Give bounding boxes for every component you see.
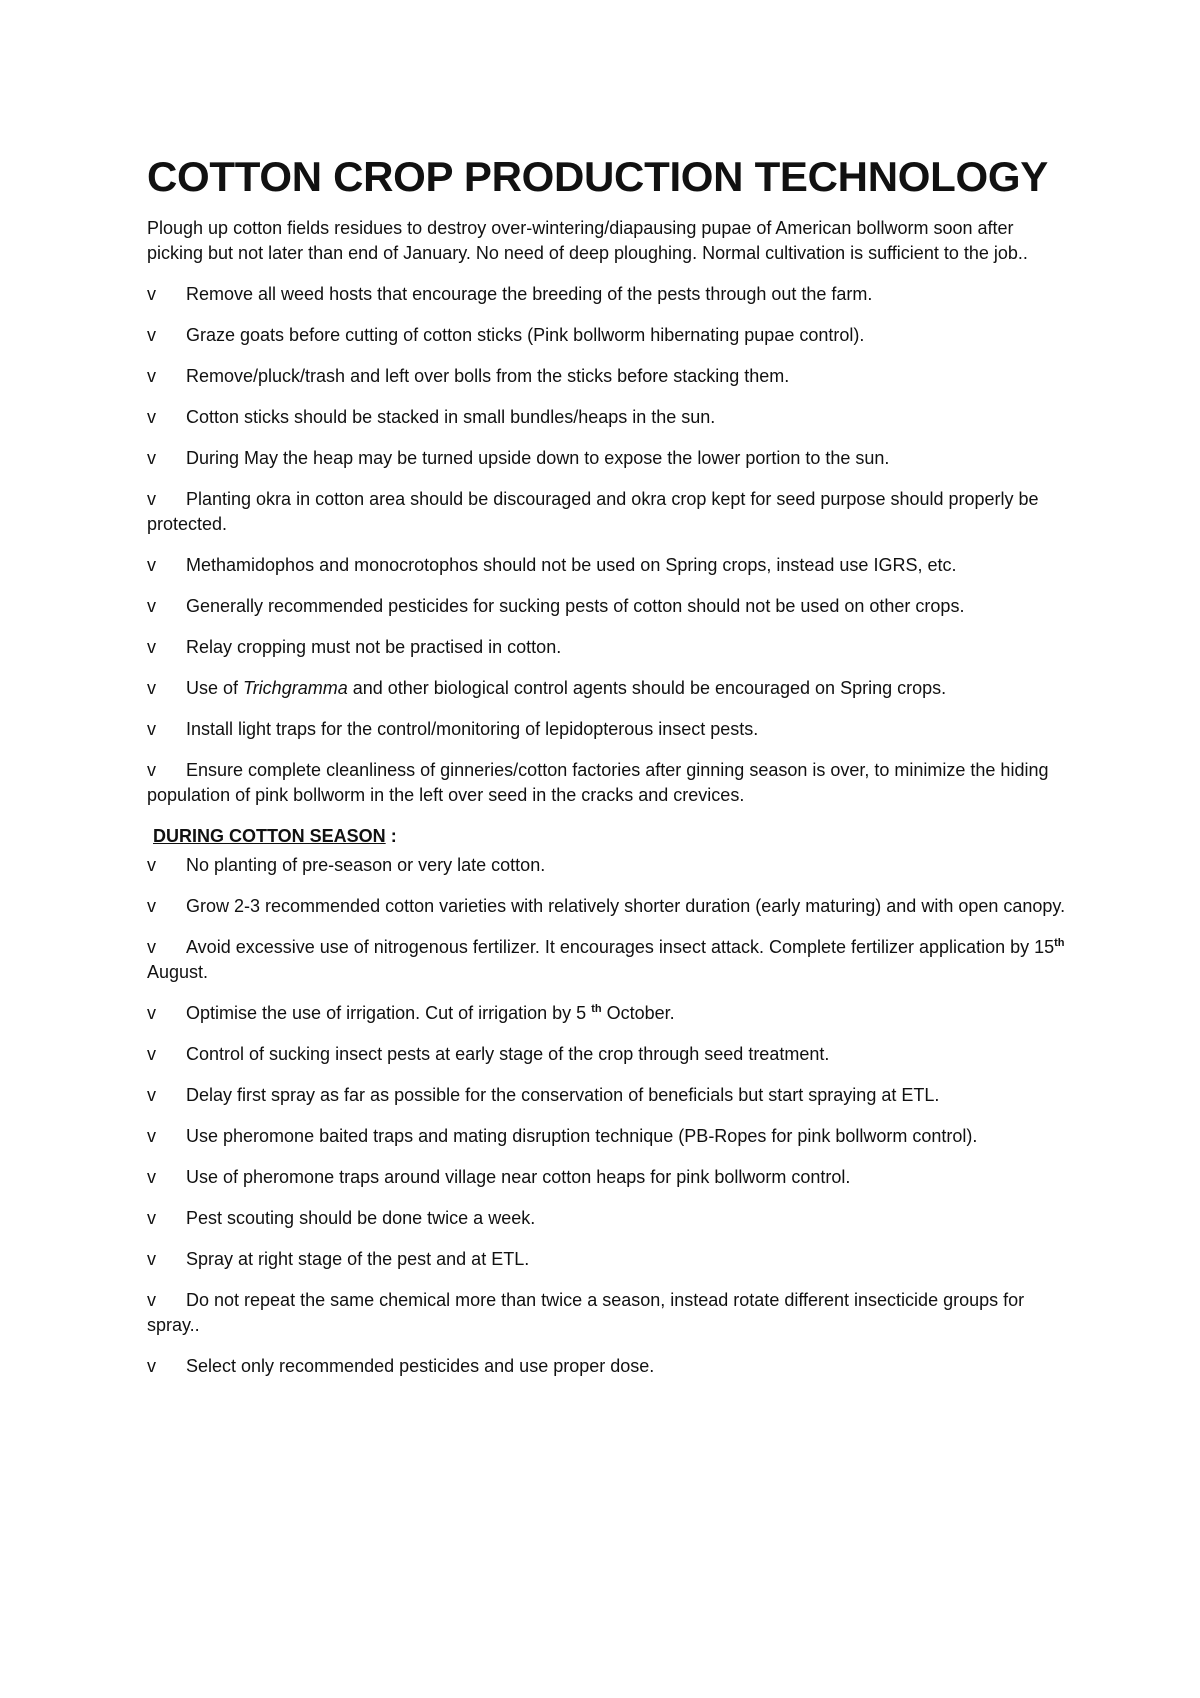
list-item-text: Generally recommended pesticides for sucking pests of cotton should not be used on other crops. — [186, 596, 965, 616]
bullet-v: v — [147, 489, 156, 509]
bullet-v: v — [147, 855, 156, 875]
bullet-v: v — [147, 719, 156, 739]
list-item-text: Graze goats before cutting of cotton sticks (Pink bollworm hibernating pupae control). — [186, 325, 865, 345]
list-item — [147, 487, 1067, 537]
list-item-text-before: Avoid excessive use of nitrogenous fertilizer. It encourages insect attack. Complete fertilizer application by 15 — [186, 937, 1055, 957]
list-item-text-after: and other biological control agents should be encouraged on Spring crops. — [347, 678, 947, 698]
bullet-v: v — [147, 1126, 156, 1146]
ordinal-suffix: th — [1054, 937, 1065, 949]
list-item — [147, 1354, 1067, 1379]
list-item — [147, 1206, 1067, 1231]
list-item-text: No planting of pre-season or very late cotton. — [186, 855, 546, 875]
list-item — [147, 1165, 1067, 1190]
list-item-text: Pest scouting should be done twice a week. — [186, 1208, 536, 1228]
list-item — [147, 553, 1067, 578]
list-item — [147, 405, 1067, 430]
bullet-v: v — [147, 555, 156, 575]
list-item-text: Delay first spray as far as possible for the conservation of beneficials but start spraying at ETL. — [186, 1085, 940, 1105]
list-item — [147, 853, 1067, 878]
list-item-irrigation — [147, 1001, 1067, 1026]
list-item-text-before: Use of — [186, 678, 244, 698]
list-item-fertilizer — [147, 935, 1067, 985]
ordinal-suffix: th — [591, 1003, 602, 1015]
bullet-v: v — [147, 1208, 156, 1228]
list-item-text: Methamidophos and monocrotophos should not be used on Spring crops, instead use IGRS, etc. — [186, 555, 957, 575]
list-item-text: Use pheromone baited traps and mating disruption technique (PB-Ropes for pink bollworm control). — [186, 1126, 978, 1146]
section-heading — [153, 824, 1067, 849]
list-item — [147, 1288, 1067, 1338]
section-heading-label: DURING COTTON SEASON — [153, 826, 386, 846]
bullet-v: v — [147, 1290, 156, 1310]
bullet-v: v — [147, 366, 156, 386]
bullet-v: v — [147, 407, 156, 427]
list-item — [147, 1042, 1067, 1067]
bullet-v: v — [147, 896, 156, 916]
list-item-text: Use of pheromone traps around village near cotton heaps for pink bollworm control. — [186, 1167, 851, 1187]
list-item-text: Planting okra in cotton area should be discouraged and okra crop kept for seed purpose should properly be protected. — [147, 489, 1039, 534]
list-item — [147, 635, 1067, 660]
pre-season-list — [147, 282, 1067, 808]
list-item — [147, 1124, 1067, 1149]
list-item-text: Grow 2-3 recommended cotton varieties with relatively shorter duration (early maturing) and with open canopy. — [186, 896, 1066, 916]
section-heading-suffix: : — [385, 826, 397, 846]
list-item — [147, 446, 1067, 471]
bullet-v: v — [147, 678, 156, 698]
bullet-v: v — [147, 760, 156, 780]
list-item — [147, 758, 1067, 808]
bullet-v: v — [147, 637, 156, 657]
bullet-v: v — [147, 1356, 156, 1376]
bullet-v: v — [147, 1003, 156, 1023]
bullet-v: v — [147, 1085, 156, 1105]
bullet-v: v — [147, 596, 156, 616]
intro-paragraph: Plough up cotton fields residues to destroy over-wintering/diapausing pupae of American bollworm soon after picking but not later than end of January. No need of deep ploughing. Normal cultivation is sufficient to the job.. — [147, 218, 1028, 263]
list-item-text-after: October. — [601, 1003, 675, 1023]
bullet-v: v — [147, 284, 156, 304]
list-item-text: Do not repeat the same chemical more than twice a season, instead rotate different insecticide groups for spray.. — [147, 1290, 1025, 1335]
list-item — [147, 594, 1067, 619]
list-item-text: Remove all weed hosts that encourage the breeding of the pests through out the farm. — [186, 284, 873, 304]
list-item-trichgramma — [147, 676, 1067, 701]
list-item-text-after: August. — [147, 962, 209, 982]
list-item-text: Spray at right stage of the pest and at ETL. — [186, 1249, 530, 1269]
document-title: COTTON CROP PRODUCTION TECHNOLOGY — [147, 153, 1048, 200]
list-item-text: Install light traps for the control/monitoring of lepidopterous insect pests. — [186, 719, 759, 739]
bullet-v: v — [147, 1167, 156, 1187]
list-item-text: Relay cropping must not be practised in cotton. — [186, 637, 562, 657]
list-item-text: Ensure complete cleanliness of ginneries/cotton factories after ginning season is over, to minimize the hiding population of pink bollworm in the left over seed in the cracks and crevices. — [147, 760, 1049, 805]
list-item-text: Control of sucking insect pests at early stage of the crop through seed treatment. — [186, 1044, 830, 1064]
list-item-text: Select only recommended pesticides and use proper dose. — [186, 1356, 655, 1376]
bullet-v: v — [147, 937, 156, 957]
species-name: Trichgramma — [243, 678, 348, 698]
list-item-text: Cotton sticks should be stacked in small bundles/heaps in the sun. — [186, 407, 716, 427]
list-item-text-before: Optimise the use of irrigation. Cut of irrigation by 5 — [186, 1003, 592, 1023]
list-item-text: During May the heap may be turned upside down to expose the lower portion to the sun. — [186, 448, 890, 468]
list-item — [147, 282, 1067, 307]
bullet-v: v — [147, 1044, 156, 1064]
bullet-v: v — [147, 1249, 156, 1269]
list-item — [147, 364, 1067, 389]
list-item — [147, 1247, 1067, 1272]
document-page — [147, 148, 1067, 1395]
list-item — [147, 717, 1067, 742]
list-item-text: Remove/pluck/trash and left over bolls from the sticks before stacking them. — [186, 366, 790, 386]
bullet-v: v — [147, 448, 156, 468]
list-item — [147, 323, 1067, 348]
bullet-v: v — [147, 325, 156, 345]
list-item — [147, 894, 1067, 919]
season-list — [147, 853, 1067, 1379]
list-item — [147, 1083, 1067, 1108]
